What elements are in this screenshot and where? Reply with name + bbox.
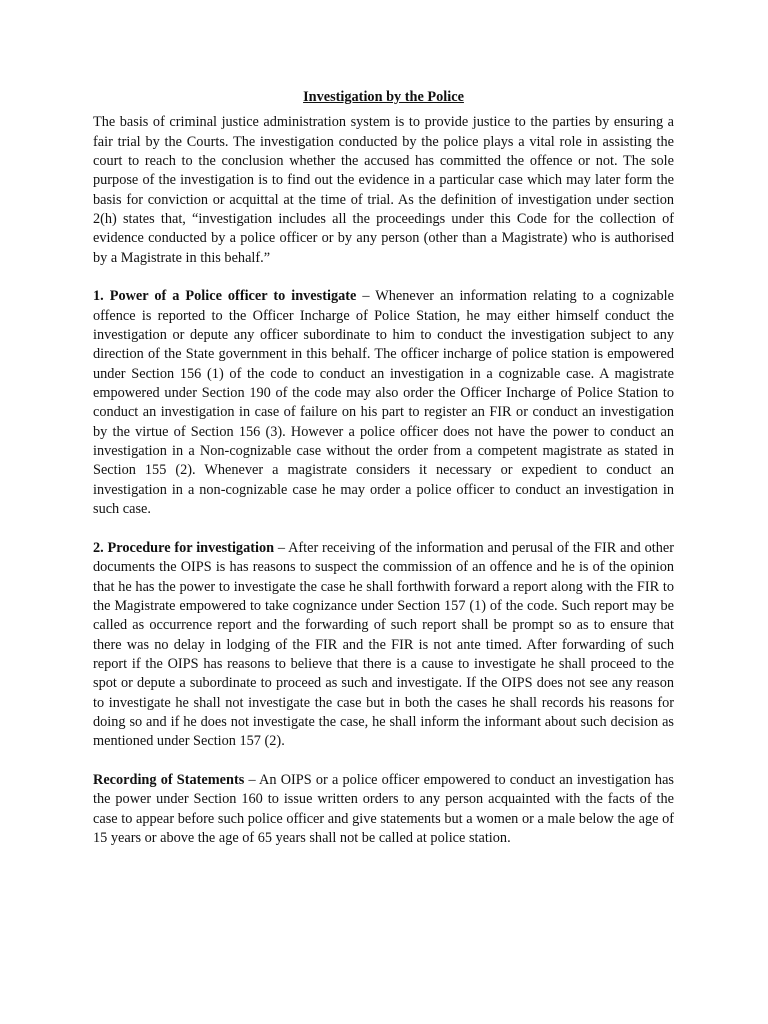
paragraph-gap	[93, 268, 674, 287]
section-statements-body: – An OIPS or a police officer empowered to conduct an investigation has the power under Section 160 to issue written orders to any person acquainted with the facts of the case to appear before such police officer and give statements but a women or a male below the age of 15 years or above the age of 65 years shall not be called at police station.	[93, 771, 674, 847]
intro-paragraph: The basis of criminal justice administration system is to provide justice to the parties by ensuring a fair trial by the Courts. The investigation conducted by the police plays a vital role in assisting the court to reach to the conclusion whether the accused has committed the offence or not. The sole purpose of the investigation is to find out the evidence in a particular case which may later form the basis for conviction or acquittal at the time of trial. As the definition of investigation under section 2(h) states that, “investigation includes all the proceedings under this Code for the collection of evidence conducted by a police officer or by any person (other than a Magistrate) who is authorised by a Magistrate in this behalf.”	[93, 114, 674, 266]
section-procedure-body: – After receiving of the information and perusal of the FIR and other documents the OIPS is has reasons to suspect the commission of an offence and he is of the opinion that he has the power to investigate the case he shall forthwith forward a report along with the FIR to the Magistrate empowered to take cognizance under Section 157 (1) of the code. Such report may be called as occurrence report and the forwarding of such report shall be prompt so as to ensure that there was no delay in lodging of the FIR and the FIR is not ante timed. After forwarding of such report if the OIPS has reasons to believe that there is a cause to investigate he shall proceed to the spot or depute a subordinate to proceed as such and investigate. If the OIPS does not see any reason to investigate he shall not investigate the case but in both the cases he shall records his reasons for doing so and if he does not investigate the case, he shall inform the informant about such decision as mentioned under Section 157 (2).	[93, 539, 674, 750]
paragraph-gap	[93, 752, 674, 771]
section-procedure-heading: 2. Procedure for investigation	[93, 539, 275, 556]
section-statements-paragraph	[93, 771, 674, 848]
section-power-paragraph	[93, 287, 674, 519]
section-power-body: – Whenever an information relating to a cognizable offence is reported to the Officer Incharge of Police Station, he may either himself conduct the investigation or depute any officer subordinate to him to conduct the investigation subject to any direction of the State government in this behalf. The officer incharge of police station is empowered under Section 156 (1) of the code to conduct an investigation in a cognizable case. A magistrate empowered under Section 190 of the code may also order the Officer Incharge of Police Station to conduct an investigation in case of failure on his part to register an FIR or conduct an investigation by the virtue of Section 156 (3). However a police officer does not have the power to conduct an investigation in a Non-cognizable case without the order from a competent magistrate as stated in Section 155 (2). Whenever a magistrate considers it necessary or expedient to conduct an investigation in a non-cognizable case he may order a police officer to conduct an investigation in such case.	[93, 288, 674, 518]
document-content	[93, 88, 674, 848]
document-title: Investigation by the Police	[303, 89, 464, 105]
paragraph-gap	[93, 520, 674, 539]
section-statements-heading: Recording of Statements	[93, 771, 245, 788]
section-power-heading: 1. Power of a Police officer to investigate	[93, 288, 357, 305]
section-procedure-paragraph	[93, 539, 674, 752]
